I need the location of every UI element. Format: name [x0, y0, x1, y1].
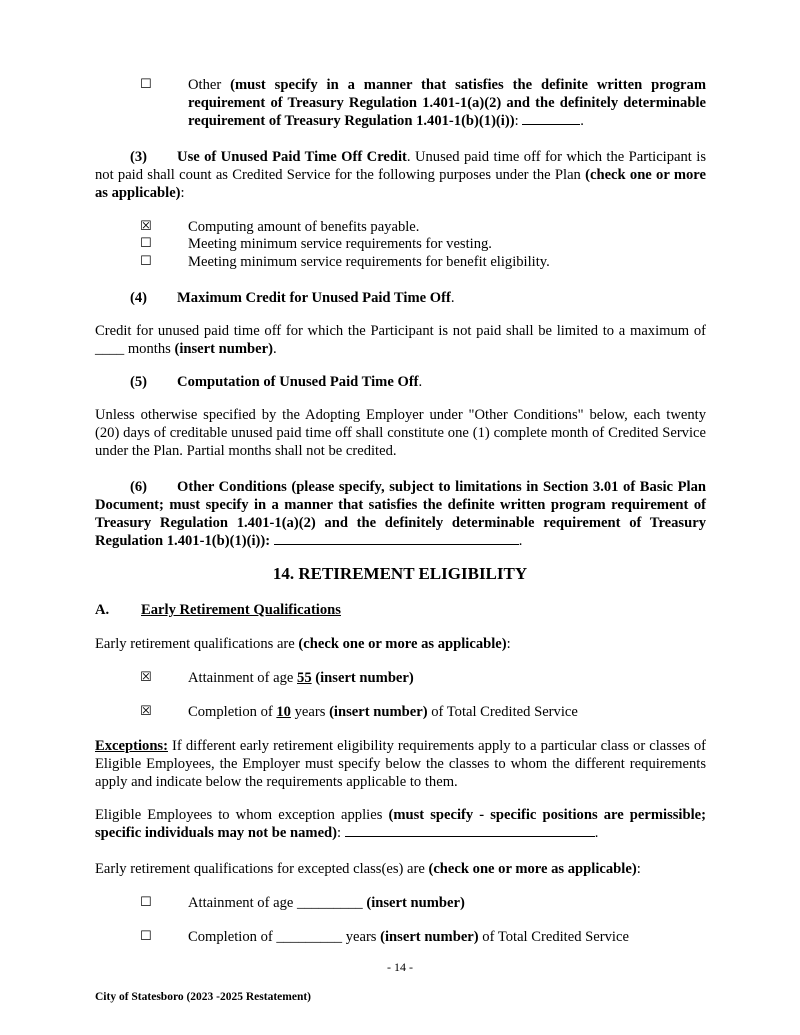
blank-line [345, 824, 595, 837]
option-label: Computing amount of benefits payable. [188, 219, 420, 235]
section-4-text: Credit for unused paid time off for which the Participant is not paid shall be limited to a maximum of ____ months (insert number). [95, 323, 706, 357]
page-number: - 14 - [387, 960, 413, 974]
blank-line [274, 532, 519, 545]
footer: City of Statesboro (2023 -2025 Restatement) [95, 991, 312, 1003]
checkbox-vesting[interactable]: ☐ [140, 236, 152, 251]
excepted-class-intro: Early retirement qualifications for excepted class(es) are (check one or more as applicable): [95, 861, 641, 877]
checkbox-age[interactable]: ☒ [140, 670, 152, 685]
section-heading: 14. RETIREMENT ELIGIBILITY [272, 564, 528, 583]
service-option: Completion of 10 years (insert number) of Total Credited Service [188, 704, 578, 720]
section-5-text: Unless otherwise specified by the Adopting Employer under "Other Conditions" below, each twenty (20) days of creditable unused paid time off shall constitute one (1) complete month of Credited Service under the Plan. Partial months shall not be credited. [95, 407, 706, 459]
checkbox-service[interactable]: ☒ [140, 704, 152, 719]
blank-line [522, 112, 580, 125]
exceptions-paragraph: Exceptions: If different early retirement eligibility requirements apply to a particular class or classes of Eligible Employees, the Employer must specify below the classes to whom the different requirements apply and indicate below the requirements applicable to them. [95, 738, 706, 790]
checkbox-other[interactable]: ☐ [140, 77, 152, 92]
service-excepted-option: Completion of _________ years (insert number) of Total Credited Service [188, 929, 629, 945]
subsection-a-heading: A. Early Retirement Qualifications [95, 602, 341, 618]
section-4-heading: (4) Maximum Credit for Unused Paid Time Off. [130, 290, 455, 306]
checkbox-computing[interactable]: ☒ [140, 219, 152, 234]
age-option: Attainment of age 55 (insert number) [188, 670, 414, 686]
eligible-employees-paragraph: Eligible Employees to whom exception applies (must specify - specific positions are permissible; specific individuals may not be named): . [95, 807, 706, 841]
checkbox-service-excepted[interactable]: ☐ [140, 929, 152, 944]
option-label: Meeting minimum service requirements for vesting. [188, 236, 492, 252]
age-excepted-option: Attainment of age _________ (insert number) [188, 895, 465, 911]
checkbox-eligibility[interactable]: ☐ [140, 254, 152, 269]
other-option: Other (must specify in a manner that satisfies the definite written program requirement of Treasury Regulation 1.401-1(a)(2) and the definitely determinable requirement of Treasury Regulation 1.401-1(b)(1)(i)): . [188, 77, 706, 129]
section-5-heading: (5) Computation of Unused Paid Time Off. [130, 374, 423, 390]
option-label: Meeting minimum service requirements for benefit eligibility. [188, 254, 550, 270]
checkbox-age-excepted[interactable]: ☐ [140, 895, 152, 910]
section-3: (3) Use of Unused Paid Time Off Credit. Unused paid time off for which the Participant is not paid shall count as Credited Service for the following purposes under the Plan (check one or more as applicable): [95, 149, 706, 201]
section-6: (6) Other Conditions (please specify, subject to limitations in Section 3.01 of Basic Plan Document; must specify in a manner that satisfies the definite written program requirement of Treasury Regulation 1.401-1(a)(2) and the definitely determinable requirement of Treasury Regulation 1.401-1(b)(1)(i)): . [95, 479, 706, 549]
early-retirement-intro: Early retirement qualifications are (check one or more as applicable): [95, 636, 511, 652]
